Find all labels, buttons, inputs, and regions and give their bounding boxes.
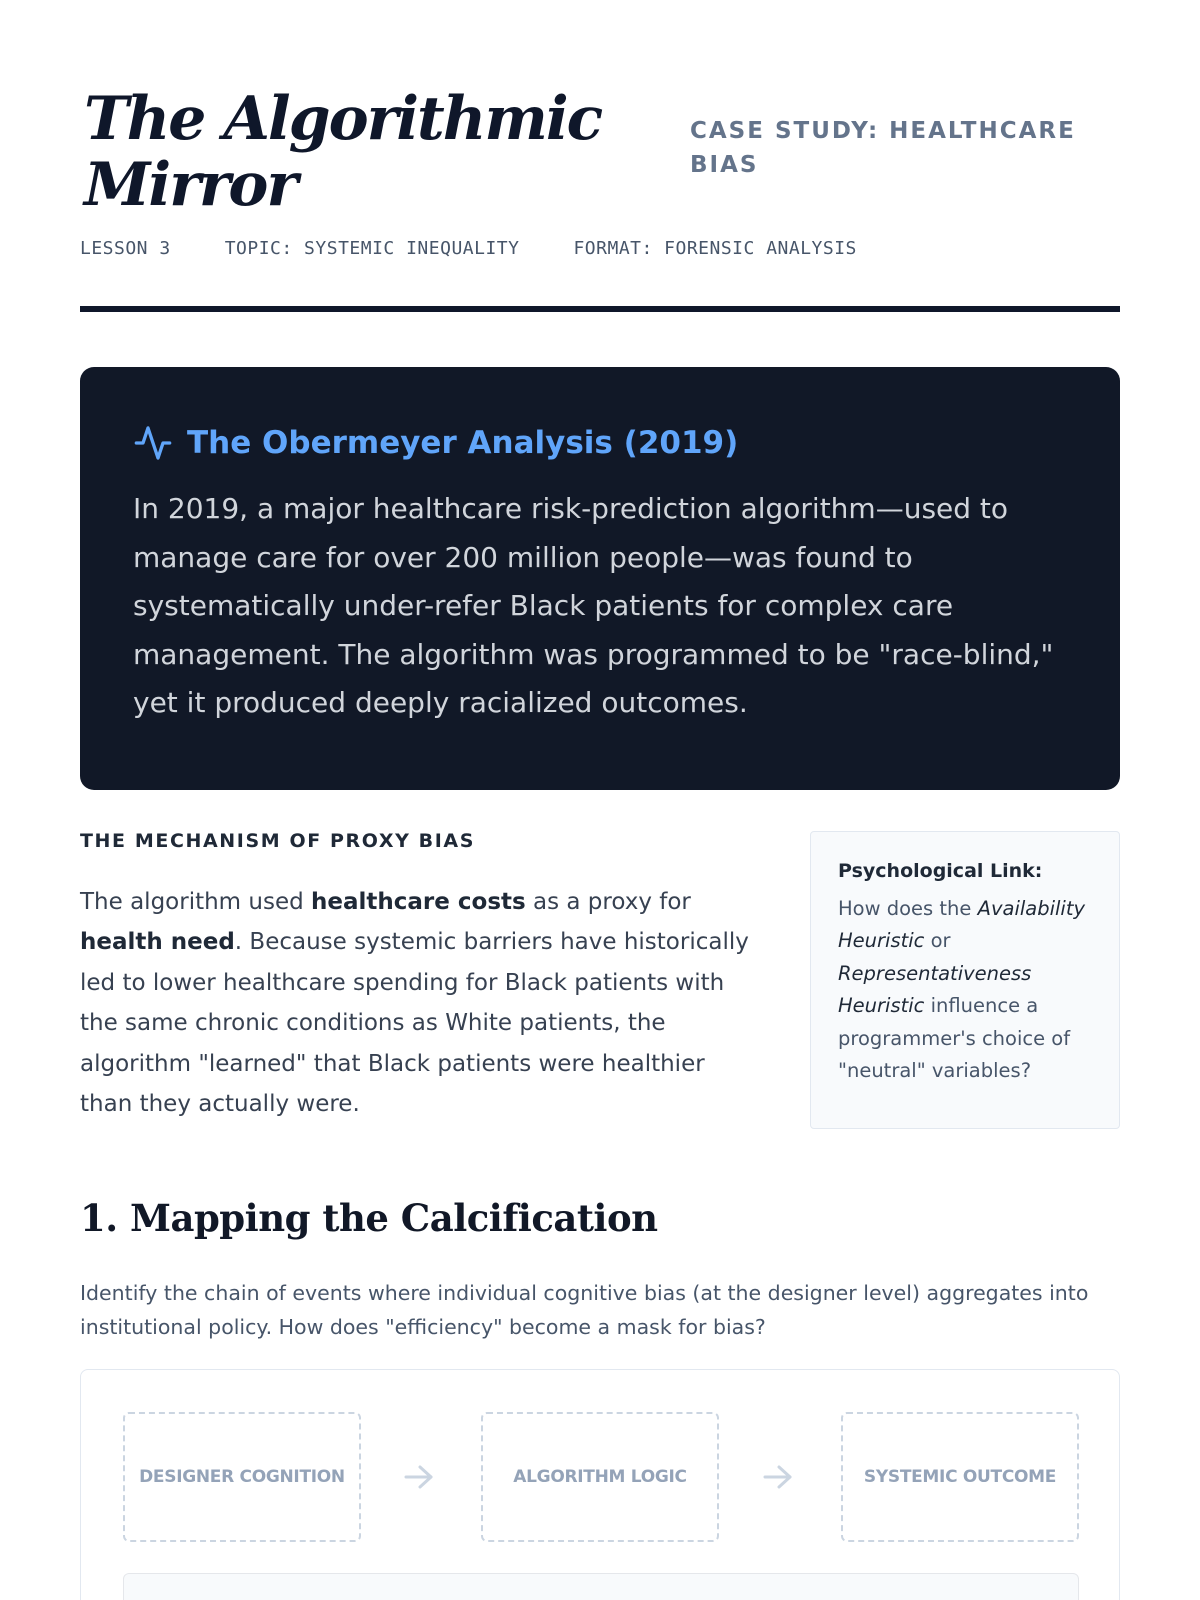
arrow-right-icon [761, 1462, 795, 1492]
lesson-format: FORMAT: FORENSIC ANALYSIS [573, 238, 857, 259]
arrow-right-icon [402, 1462, 436, 1492]
mechanism-label: THE MECHANISM OF PROXY BIAS [80, 830, 476, 852]
lesson-topic: TOPIC: SYSTEMIC INEQUALITY [224, 238, 520, 259]
flow-box-algorithm-logic[interactable]: ALGORITHM LOGIC [481, 1412, 719, 1542]
psych-body [838, 893, 1095, 1087]
mechanism-section [80, 830, 760, 1124]
analysis-header [133, 423, 1068, 463]
mechanism-emphasis-cost: healthcare costs [311, 889, 526, 915]
flow-box-systemic-outcome[interactable]: SYSTEMIC OUTCOME [841, 1412, 1079, 1542]
case-study-label: CASE STUDY: HEALTHCARE BIAS [690, 118, 1076, 178]
mechanism-text-1: The algorithm used [80, 889, 312, 915]
mechanism-text-3: . Because systemic barriers have historically led to lower healthcare spending for Black patients with the same chronic conditions as White patients, the algorithm "learned" that Black patients were healthier than they actually were. [80, 929, 749, 1118]
page-header [80, 0, 1120, 310]
analysis-card [80, 367, 1120, 790]
title-line-1: The Algorithmic [84, 84, 602, 154]
calcification-diagram [80, 1369, 1120, 1600]
title-line-2: Mirror [84, 150, 297, 220]
section-title: 1. Mapping the Calcification [80, 1196, 658, 1240]
mechanism-text-2: as a proxy for [525, 889, 691, 915]
flow-box-designer-cognition[interactable]: DESIGNER COGNITION [123, 1412, 361, 1542]
analysis-title: The Obermeyer Analysis (2019) [187, 425, 739, 461]
lesson-meta [80, 238, 857, 259]
activity-pulse-icon [133, 423, 173, 463]
psychological-link-card [810, 831, 1120, 1129]
psych-heuristic-representativeness: Representativeness Heuristic [838, 961, 1032, 1018]
response-area[interactable] [123, 1573, 1079, 1600]
analysis-body: In 2019, a major healthcare risk-prediction algorithm—used to manage care for over 200 million people—was found to systematically under-refer Black patients for complex care management. The algorithm was programmed to be "race-blind," yet it produced deeply racialized outcomes. [133, 492, 1054, 719]
psych-text-3: influence a programmer's choice of "neutral" variables? [838, 994, 1071, 1083]
mechanism-emphasis-need: health need [80, 929, 235, 956]
section-description: Identify the chain of events where individual cognitive bias (at the designer level) aggregates into institutional policy. How does "efficiency" become a mask for bias? [80, 1281, 1089, 1339]
psych-heuristic-availability: Availability Heuristic [838, 897, 1086, 953]
page-title [84, 86, 644, 218]
mechanism-body [80, 882, 760, 1124]
psych-text-1: How does the [838, 897, 978, 920]
psych-title: Psychological Link: [838, 860, 1043, 882]
lesson-number: LESSON 3 [80, 238, 171, 259]
psych-text-2: or [924, 929, 951, 953]
header-divider [80, 306, 1120, 312]
